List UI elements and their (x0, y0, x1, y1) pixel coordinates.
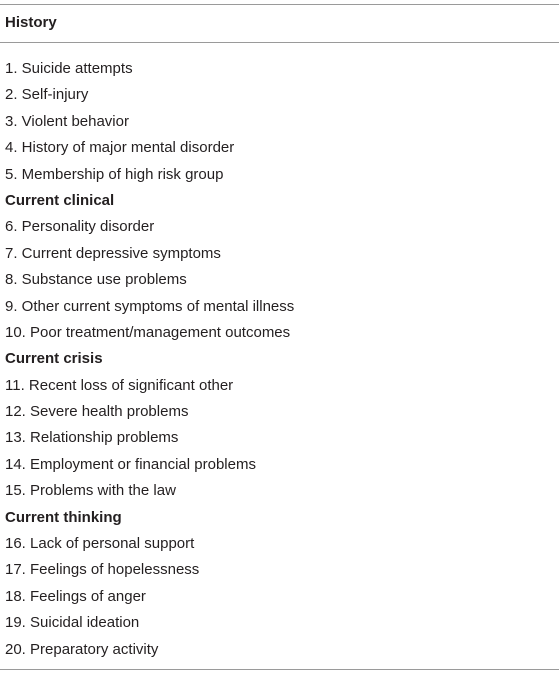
table-row: 9. Other current symptoms of mental illness (5, 297, 295, 315)
table-row: 14. Employment or financial problems (5, 455, 256, 473)
table-row: 4. History of major mental disorder (5, 139, 235, 157)
table-top-rule (0, 4, 559, 5)
table-row: 12. Severe health problems (5, 403, 189, 421)
table-header-rule (0, 42, 559, 43)
section-heading: Current clinical (5, 191, 115, 209)
table-row: 19. Suicidal ideation (5, 614, 140, 632)
table-row: 17. Feelings of hopelessness (5, 561, 200, 579)
table-row: 5. Membership of high risk group (5, 165, 224, 183)
table-row: 18. Feelings of anger (5, 587, 146, 605)
table-body (5, 56, 555, 663)
table-header-title: History (5, 14, 57, 31)
table-row: 10. Poor treatment/management outcomes (5, 323, 291, 341)
table-row: 11. Recent loss of significant other (5, 376, 234, 394)
section-heading: Current crisis (5, 350, 103, 368)
table-row: 6. Personality disorder (5, 218, 155, 236)
section-heading: Current thinking (5, 508, 122, 526)
table-row: 1. Suicide attempts (5, 60, 133, 77)
table-row: 13. Relationship problems (5, 429, 179, 447)
table-row: 16. Lack of personal support (5, 535, 195, 553)
table-row: 3. Violent behavior (5, 112, 129, 130)
table-row: 8. Substance use problems (5, 271, 187, 289)
table-row: 15. Problems with the law (5, 482, 176, 500)
table-row: 7. Current depressive symptoms (5, 244, 221, 262)
table-bottom-rule (0, 669, 559, 670)
table-row: 2. Self-injury (5, 86, 89, 104)
table-row: 20. Preparatory activity (5, 640, 159, 658)
